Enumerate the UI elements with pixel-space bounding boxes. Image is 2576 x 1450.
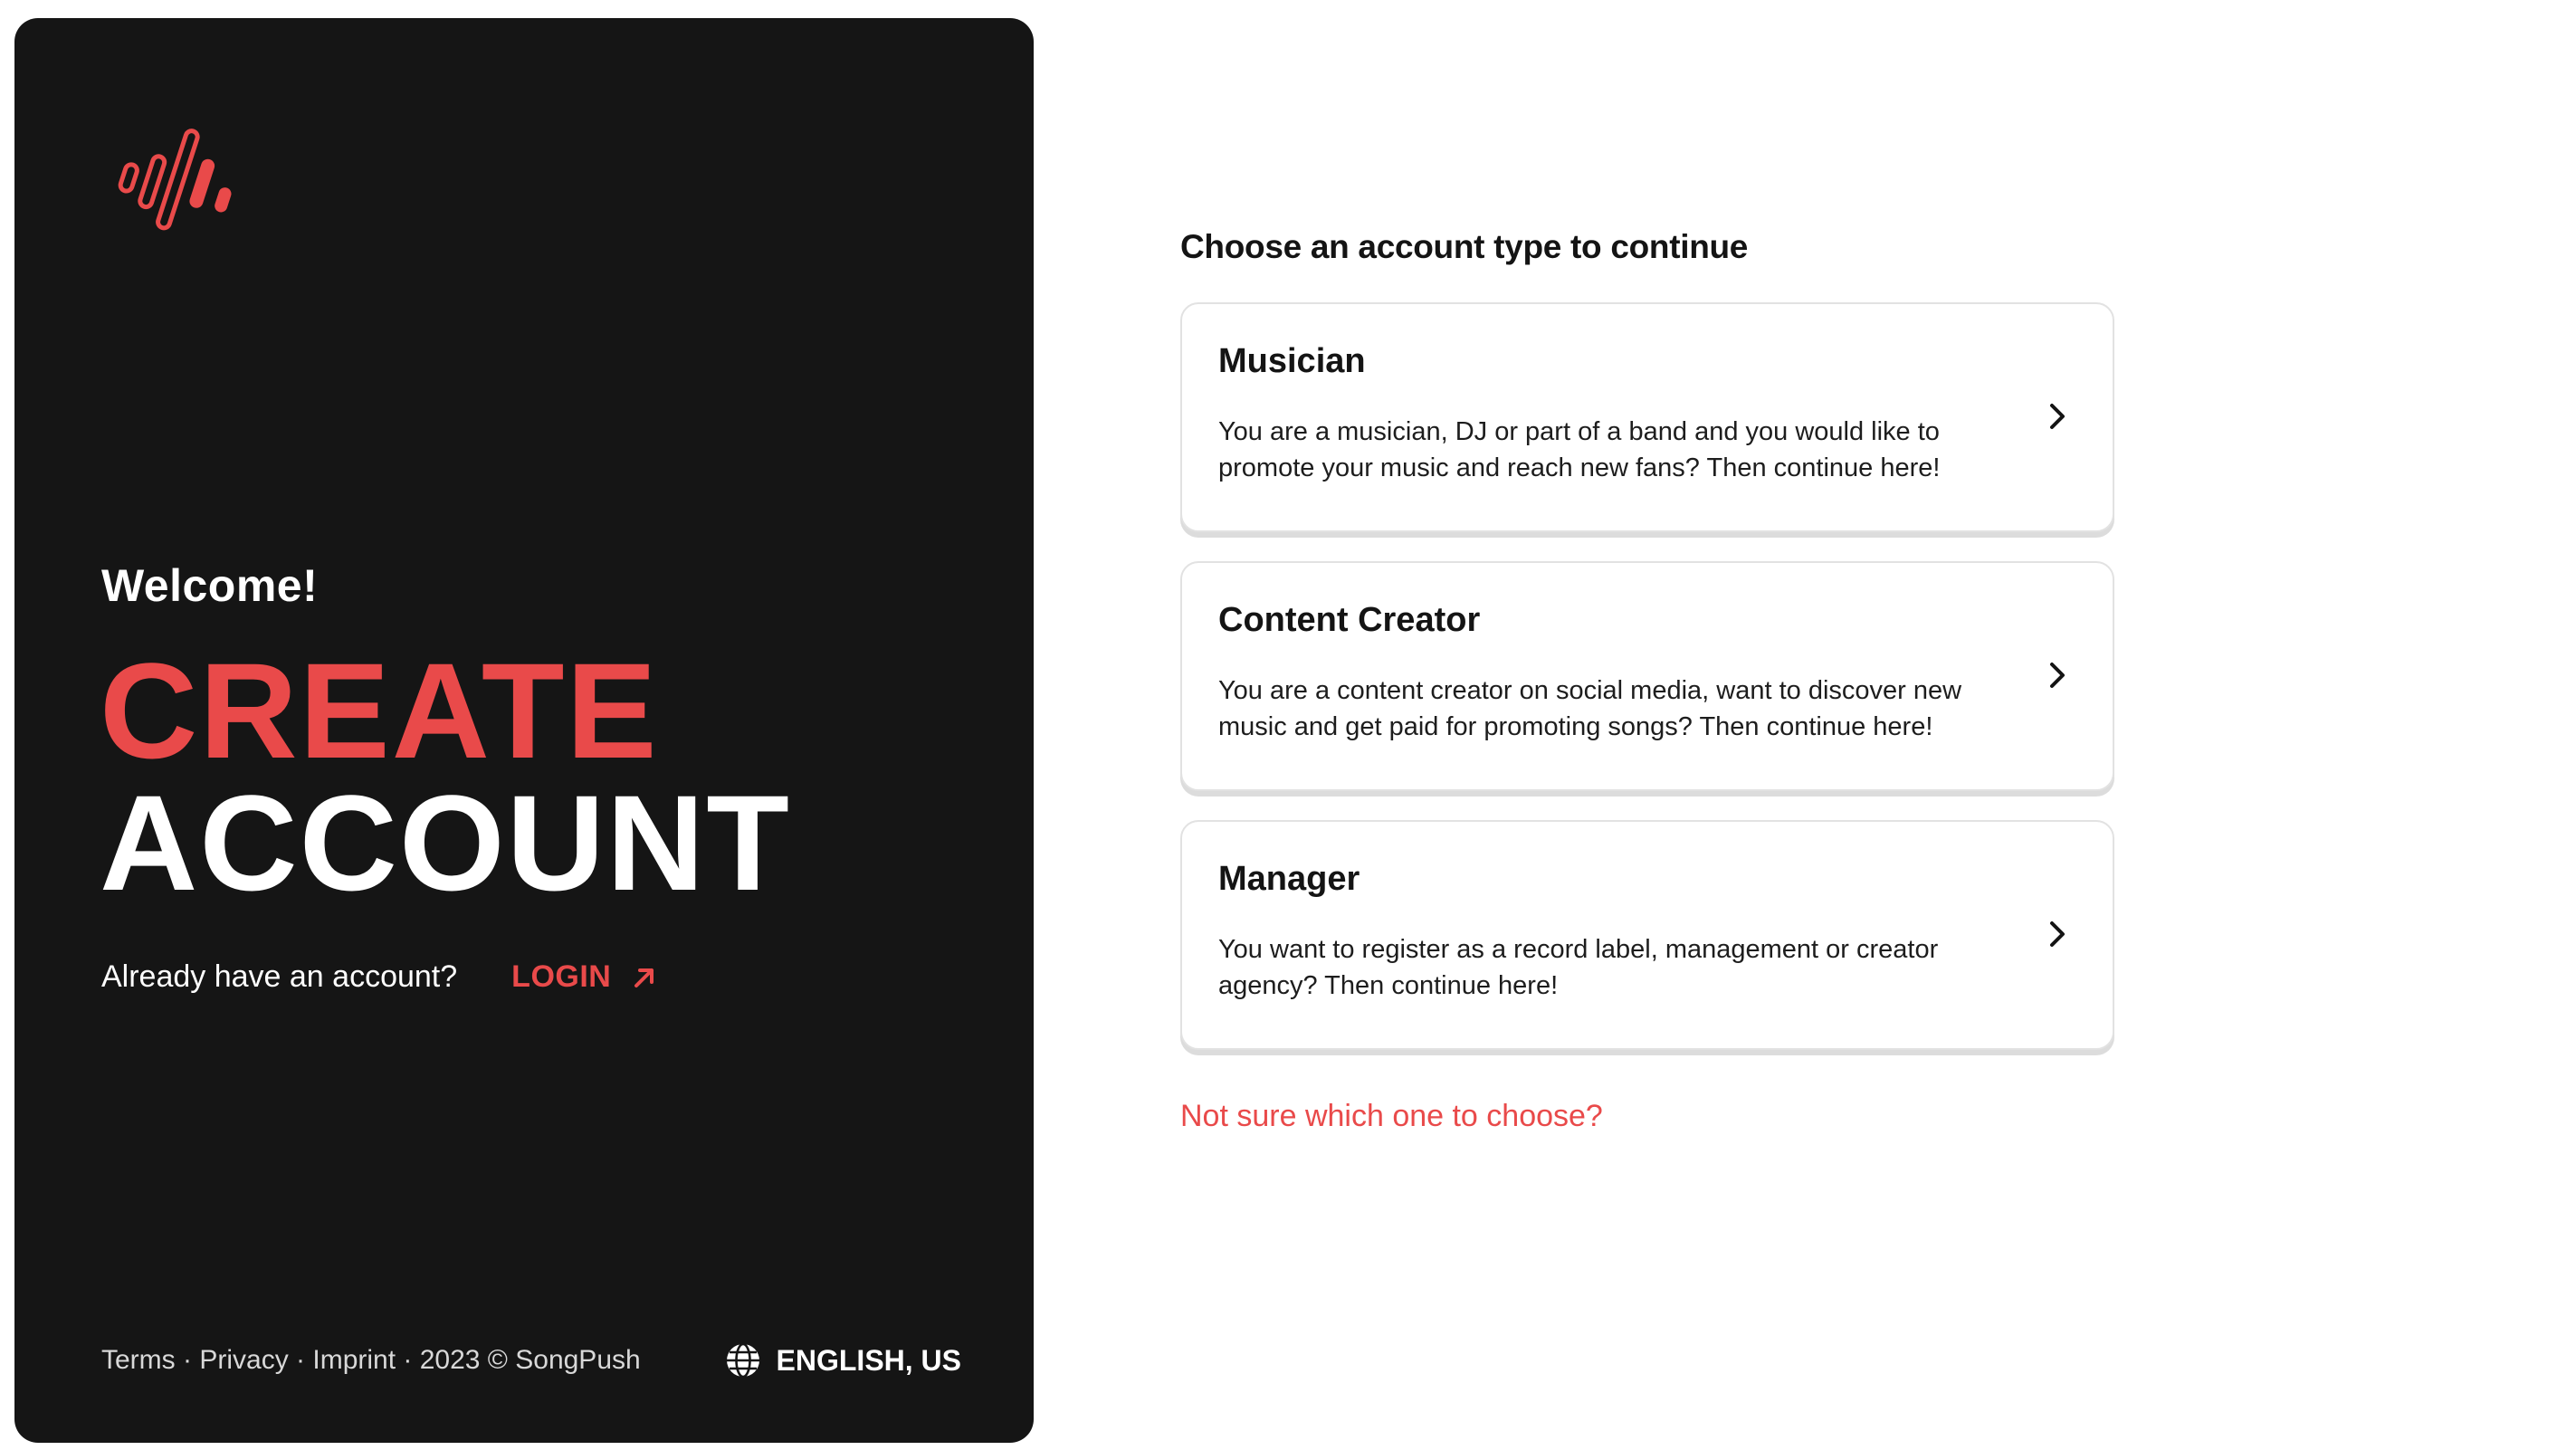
card-title: Musician [1218, 342, 1366, 380]
globe-icon [724, 1341, 762, 1379]
imprint-link[interactable]: Imprint [312, 1345, 396, 1375]
page-title: Choose an account type to continue [1180, 228, 1749, 265]
copyright-text: 2023 © SongPush [419, 1345, 641, 1375]
language-selector[interactable] [724, 1341, 961, 1379]
login-label: LOGIN [511, 959, 612, 994]
login-link[interactable] [511, 959, 658, 995]
card-title: Content Creator [1218, 601, 1481, 639]
card-description: You want to register as a record label, management or creator agency? Then continue here! [1218, 935, 1939, 1000]
terms-link[interactable]: Terms [101, 1345, 176, 1375]
footer-separator: · [396, 1345, 420, 1375]
login-row [101, 959, 658, 995]
account-type-section [1180, 228, 2114, 1134]
chevron-right-icon [2044, 398, 2071, 434]
chevron-right-icon [2044, 916, 2071, 952]
card-description: You are a musician, DJ or part of a band and you would like to promote your music and reach new fans? Then continue here! [1218, 417, 1941, 482]
chevron-right-icon [2044, 657, 2071, 693]
login-prompt: Already have an account? [101, 959, 458, 994]
headline-create: CREATE [100, 634, 659, 787]
welcome-heading: Welcome! [101, 560, 319, 611]
language-label: ENGLISH, US [776, 1343, 961, 1377]
footer-links [101, 1345, 641, 1376]
headline-account: ACCOUNT [100, 767, 791, 919]
arrow-up-right-icon [631, 964, 658, 991]
songpush-logo-icon[interactable] [105, 118, 259, 253]
content-creator-card[interactable] [1180, 561, 2114, 791]
not-sure-help-link[interactable]: Not sure which one to choose? [1180, 1099, 1603, 1133]
create-account-headline [100, 634, 791, 919]
card-description: You are a content creator on social media, want to discover new music and get paid for promoting songs? Then continue here! [1218, 676, 1962, 741]
manager-card[interactable] [1180, 820, 2114, 1050]
musician-card[interactable] [1180, 302, 2114, 532]
card-title: Manager [1218, 860, 1360, 898]
left-panel [14, 18, 1034, 1443]
privacy-link[interactable]: Privacy [199, 1345, 289, 1375]
footer [101, 1341, 961, 1379]
footer-separator: · [288, 1345, 313, 1375]
footer-separator: · [175, 1345, 200, 1375]
